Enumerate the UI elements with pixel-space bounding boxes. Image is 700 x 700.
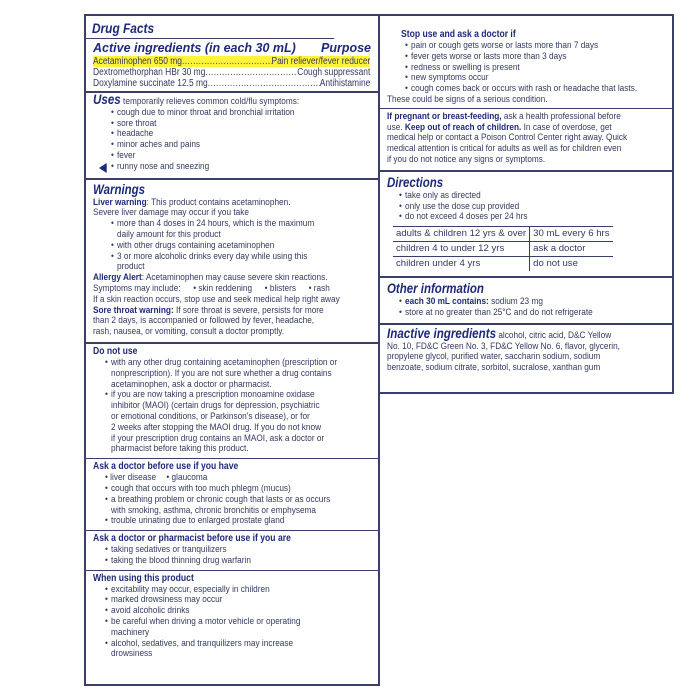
- list-item-text: machinery: [111, 626, 150, 638]
- symptom-text: rash: [313, 282, 330, 294]
- ask-doctor-list: [105, 473, 334, 527]
- ingredient-name: Doxylamine succinate 12.5 mg: [93, 78, 208, 89]
- list-item: [111, 219, 335, 241]
- list-item: • liver disease • glaucoma: [105, 472, 208, 484]
- table-row: [393, 257, 613, 272]
- keep-out-of-reach-label: Keep out of reach of children.: [404, 121, 522, 133]
- stop-use-list: [405, 40, 638, 95]
- inactive-ingredients-section: [380, 325, 672, 377]
- symptom-text: blisters: [269, 282, 297, 294]
- liver-warning-list: [111, 219, 335, 273]
- sore-throat-text: If sore throat is severe, persists for more: [173, 304, 324, 316]
- age-cell: adults & children 12 yrs & over: [393, 227, 530, 242]
- directions-heading: Directions: [387, 174, 444, 190]
- leader-dots: [208, 78, 320, 89]
- drug-facts-title: Drug Facts: [86, 20, 334, 39]
- list-item: • new symptoms occur: [405, 73, 629, 84]
- ingredient-purpose: Antihistamine: [319, 78, 371, 89]
- list-item-text: pharmacist before taking this product.: [111, 443, 249, 455]
- list-item: [105, 495, 334, 517]
- list-item: [111, 252, 335, 274]
- overdose-text: In case of overdose, get: [521, 121, 612, 133]
- allergy-alert-text: : Acetaminophen may cause severe skin reactions.: [141, 272, 328, 284]
- do-not-use-section: [86, 344, 378, 459]
- list-item-text: runny nose and sneezing: [117, 160, 210, 172]
- list-item-text: with any other drug containing acetaminophen (prescription or: [111, 356, 338, 368]
- ingredient-purpose: Cough suppressant: [297, 67, 371, 78]
- table-row: [393, 242, 613, 257]
- inactive-ingredients-text: No. 10, FD&C Green No. 3, FD&C Yellow No. 6, flavor, glycerin,: [387, 340, 620, 352]
- drug-facts-right-panel: [378, 14, 674, 394]
- list-item: • do not exceed 4 doses per 24 hrs: [399, 212, 628, 223]
- dose-cell: do not use: [533, 258, 578, 270]
- dosage-table: [393, 226, 613, 271]
- sore-throat-label: Sore throat warning:: [93, 304, 174, 316]
- list-item: • store at no greater than 25°C and do not refrigerate: [399, 308, 628, 319]
- left-arrow-icon: [99, 163, 107, 173]
- pregnancy-section: [380, 109, 672, 172]
- liver-warning-label: Liver warning: [93, 196, 147, 208]
- liver-warning-line: Severe liver damage may occur if you take: [93, 207, 249, 219]
- list-item: • taking the blood thinning drug warfarin: [105, 556, 334, 567]
- symptom-text: skin reddening: [198, 282, 253, 294]
- table-row: [393, 227, 613, 242]
- stop-use-section: [380, 16, 672, 109]
- when-using-list: [105, 585, 334, 661]
- ask-doctor-section: [86, 459, 378, 531]
- list-item-text: be careful when driving a motor vehicle or operating: [111, 616, 301, 628]
- list-item: [105, 356, 338, 390]
- list-item: • avoid alcoholic drinks: [105, 606, 334, 617]
- list-item-text: product: [117, 261, 145, 273]
- list-item: • with other drugs containing acetaminophen: [111, 241, 335, 252]
- leader-dots: [205, 67, 297, 78]
- ingredient-name: Dextromethorphan HBr 30 mg: [93, 67, 206, 78]
- list-item: • minor aches and pains: [111, 140, 335, 151]
- symptom-item: • skin reddening: [193, 282, 253, 294]
- overdose-text: if you do not notice any signs or symptoms.: [387, 153, 546, 165]
- liver-warning-text: : This product contains acetaminophen.: [146, 196, 291, 208]
- list-item-text: liver disease: [110, 472, 157, 484]
- uses-intro: temporarily relieves common cold/flu symptoms:: [123, 96, 300, 107]
- inactive-ingredients-text: propylene glycol, purified water, saccharin sodium, sodium: [387, 351, 601, 363]
- dose-cell: 30 mL every 6 hrs: [530, 227, 613, 242]
- sodium-value: sodium 23 mg: [488, 296, 543, 308]
- list-item-text: 3 or more alcoholic drinks every day while using this: [117, 250, 308, 262]
- list-item: • cough that occurs with too much phlegm (mucus): [105, 484, 334, 495]
- overdose-text: medical help or contact a Poison Control Center right away. Quick: [387, 132, 628, 144]
- ask-pharmacist-list: [105, 545, 334, 567]
- list-item-text: more than 4 doses in 24 hours, which is the maximum: [117, 218, 315, 230]
- list-item: [111, 162, 335, 173]
- list-item: • pain or cough gets worse or lasts more than 7 days: [405, 41, 629, 52]
- ask-pharmacist-section: [86, 531, 378, 571]
- uses-heading: Uses: [93, 92, 121, 107]
- do-not-use-list: [105, 356, 338, 455]
- ask-pharmacist-heading: Ask a doctor or pharmacist before use if you are: [93, 533, 291, 545]
- leader-dots: [182, 56, 272, 67]
- list-item: • fever: [111, 151, 335, 162]
- ingredient-row: [93, 56, 370, 67]
- stop-use-footer: These could be signs of a serious condition.: [387, 93, 548, 105]
- drug-facts-left-panel: [84, 14, 380, 686]
- uses-section: [86, 93, 378, 180]
- directions-list: [399, 191, 628, 223]
- sore-throat-text: rash, nausea, or vomiting, consult a doctor promptly.: [93, 326, 285, 338]
- list-item: • taking sedatives or tranquilizers: [105, 545, 334, 556]
- active-ingredients-header: [93, 40, 371, 56]
- pregnant-text: use.: [387, 121, 405, 133]
- age-cell: children 4 to under 12 yrs: [393, 242, 530, 257]
- overdose-text: medical attention is critical for adults as well as for children even: [387, 143, 622, 155]
- list-item: • headache: [111, 129, 335, 140]
- when-using-section: [86, 571, 378, 664]
- ask-doctor-heading: Ask a doctor before use if you have: [93, 461, 239, 473]
- other-information-heading: Other information: [387, 281, 484, 297]
- when-using-heading: When using this product: [93, 572, 194, 584]
- list-item-text: with smoking, asthma, chronic bronchitis or emphysema: [111, 504, 316, 516]
- symptom-item: • rash: [308, 282, 330, 294]
- symptoms-label: Symptoms may include:: [93, 282, 181, 294]
- directions-section: [380, 172, 672, 278]
- list-item: [105, 639, 334, 661]
- list-item-text: or emotional conditions, or Parkinson's disease), or for: [111, 410, 310, 422]
- sore-throat-text: than 2 days, is accompanied or followed by fever, headache,: [93, 315, 315, 327]
- ingredient-row: [93, 67, 370, 78]
- list-item-text: 2 weeks after stopping the MAOI drug. If you do not know: [111, 421, 322, 433]
- warnings-heading: Warnings: [93, 181, 146, 197]
- allergy-alert-label: Allergy Alert: [93, 272, 142, 284]
- ingredient-name: Acetaminophen 650 mg: [93, 56, 182, 67]
- inactive-ingredients-heading: Inactive ingredients: [387, 325, 497, 341]
- do-not-use-heading: Do not use: [93, 345, 138, 357]
- ingredient-purpose: Pain reliever/fever reducer: [271, 56, 371, 67]
- list-item: • take only as directed: [399, 191, 628, 202]
- list-item: • fever gets worse or lasts more than 3 days: [405, 52, 629, 63]
- list-item: • only use the dose cup provided: [399, 202, 628, 213]
- warnings-section: [86, 180, 378, 344]
- list-item-text: glaucoma: [171, 472, 208, 484]
- sodium-label: each 30 mL contains:: [405, 296, 489, 308]
- skin-reaction-line: If a skin reaction occurs, stop use and seek medical help right away: [93, 293, 340, 305]
- active-ingredients-heading: Active ingredients (in each 30 mL): [93, 41, 296, 55]
- symptom-item: • blisters: [264, 282, 297, 294]
- other-information-section: [380, 278, 672, 325]
- list-item: • cough comes back or occurs with rash or headache that lasts.: [405, 84, 629, 95]
- pregnant-text: ask a health professional before: [501, 110, 621, 122]
- list-item: • sore throat: [111, 119, 335, 130]
- list-item-text: drowsiness: [111, 648, 153, 660]
- uses-list: [111, 108, 335, 173]
- list-item: • trouble urinating due to enlarged prostate gland: [105, 516, 334, 527]
- list-item: [105, 390, 334, 455]
- list-item-text: if your prescription drug contains an MAOI, ask a doctor or: [111, 432, 325, 444]
- list-item: [105, 617, 334, 639]
- inactive-ingredients-text: alcohol, citric acid, D&C Yellow: [498, 329, 612, 341]
- list-item: • cough due to minor throat and bronchial irritation: [111, 108, 335, 119]
- list-item-text: nonprescription). If you are not sure whether a drug contains: [111, 367, 332, 379]
- stop-use-heading: Stop use and ask a doctor if: [401, 29, 516, 40]
- list-item-text: alcohol, sedatives, and tranquilizers may increase: [111, 637, 294, 649]
- list-item-text: if you are now taking a prescription monoamine oxidase: [111, 389, 315, 401]
- list-item: • excitability may occur, especially in children: [105, 585, 334, 596]
- inactive-ingredients-text: benzoate, sodium citrate, sorbitol, sucralose, xanthan gum: [387, 362, 601, 374]
- other-information-list: [399, 297, 628, 319]
- list-item: • redness or swelling is present: [405, 63, 629, 74]
- age-cell: children under 4 yrs: [393, 257, 530, 272]
- list-item: • marked drowsiness may occur: [105, 595, 334, 606]
- list-item-text: a breathing problem or chronic cough that lasts or as occurs: [111, 493, 331, 505]
- dose-cell: ask a doctor: [530, 242, 613, 257]
- list-item-text: inhibitor (MAOI) (certain drugs for depression, psychiatric: [111, 400, 320, 412]
- ingredient-row: [93, 78, 370, 89]
- purpose-heading: Purpose: [320, 41, 371, 55]
- active-ingredients-section: [86, 16, 378, 93]
- list-item-text: acetaminophen, ask a doctor or pharmacist.: [111, 378, 272, 390]
- pregnant-label: If pregnant or breast-feeding,: [387, 110, 502, 122]
- list-item-text: daily amount for this product: [117, 228, 221, 240]
